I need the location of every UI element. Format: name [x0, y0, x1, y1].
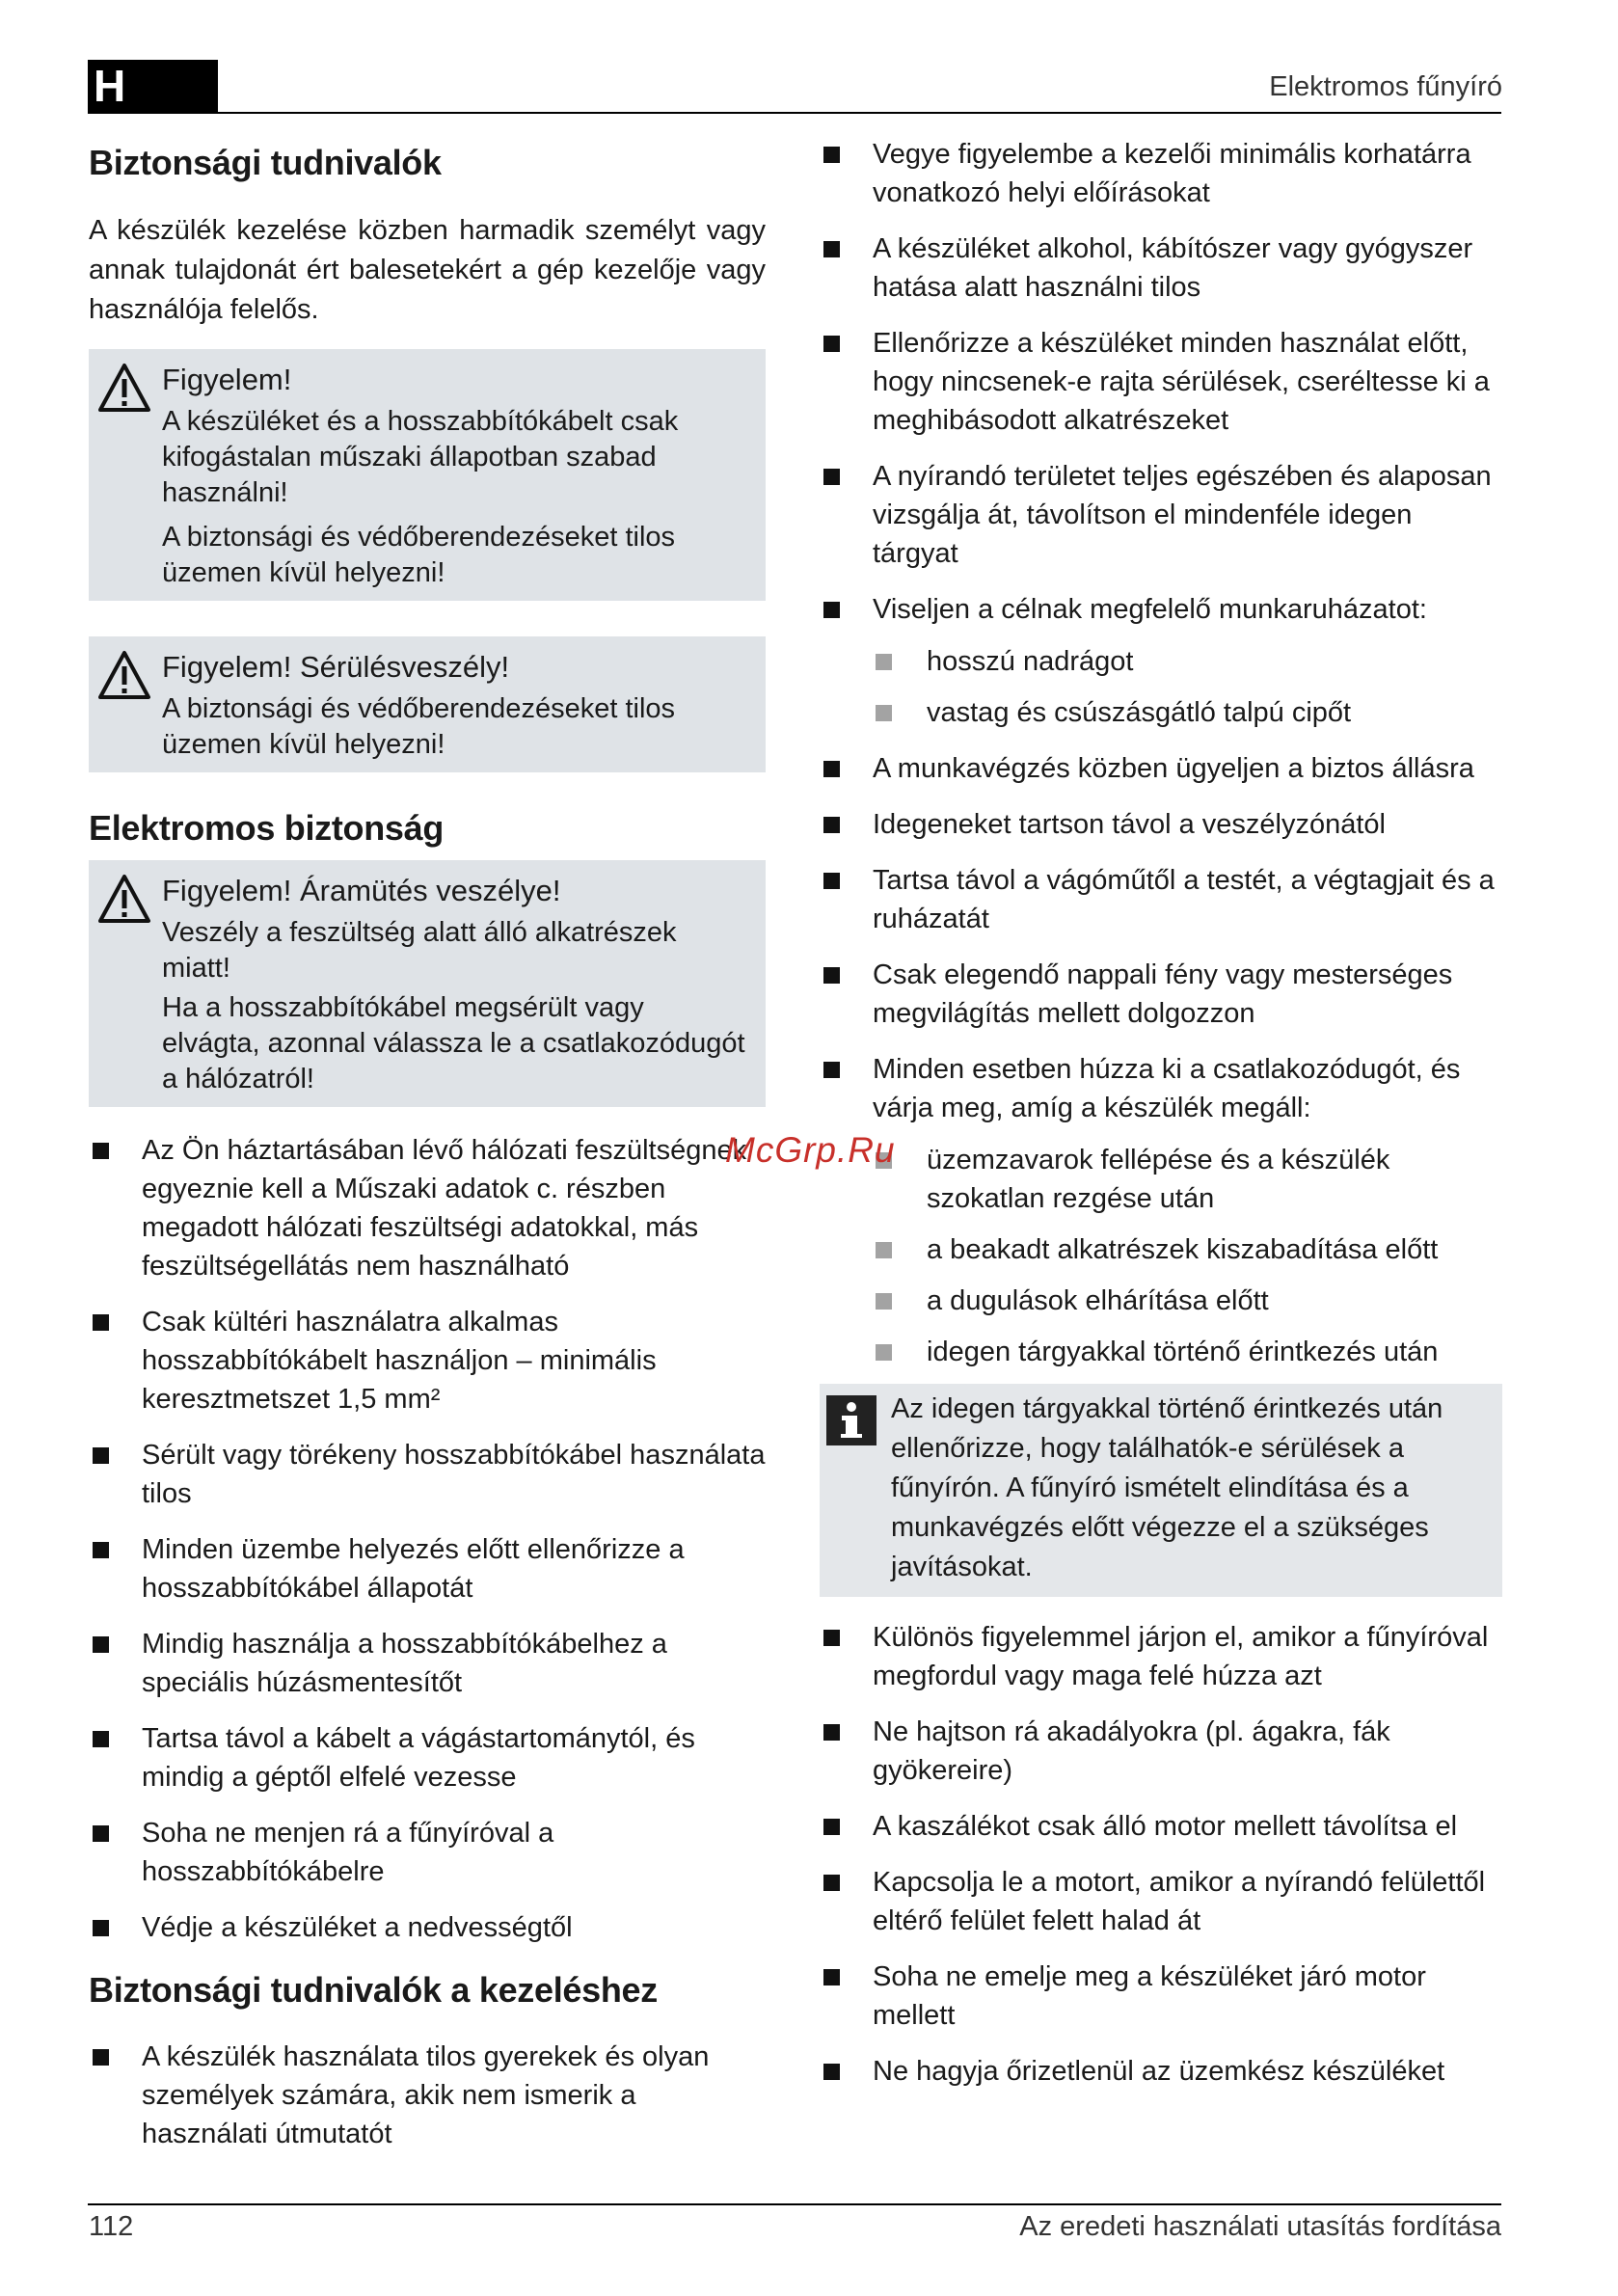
- list-item: Ne hagyja őrizetlenül az üzemkész készüléket: [820, 2052, 1502, 2091]
- list-item: A nyírandó területet teljes egészében és alaposan vizsgálja át, távolítson el mindenféle idegen tárgyat: [820, 457, 1502, 573]
- bullet-square: [823, 873, 840, 889]
- bullet-square: [93, 1447, 109, 1464]
- info-icon: [826, 1395, 876, 1445]
- sub-list-item: hosszú nadrágot: [820, 642, 1502, 681]
- bullet-square: [876, 1344, 892, 1361]
- intro-paragraph: A készülék kezelése közben harmadik személyt vagy annak tulajdonát ért balesetekért a gép kezelője vagy használója felelős.: [89, 215, 766, 325]
- left-column: [89, 135, 766, 2171]
- list-item: Minden esetben húzza ki a csatlakozódugót, és várja meg, amíg a készülék megáll:: [820, 1050, 1502, 1127]
- list-item: Tartsa távol a kábelt a vágástartománytól, és mindig a géptől elfelé vezesse: [89, 1719, 766, 1796]
- stop-sublist: [820, 1141, 1502, 1371]
- right-column: [820, 135, 1502, 2108]
- header-rule: [88, 112, 1501, 114]
- sub-list-item: a dugulások elhárítása előtt: [820, 1282, 1502, 1320]
- list-item: Viseljen a célnak megfelelő munkaruházatot:: [820, 590, 1502, 629]
- list-item: A készülék használata tilos gyerekek és olyan személyek számára, akik nem ismerik a használati útmutatót: [89, 2038, 766, 2153]
- warning-box-3: [89, 860, 766, 1107]
- sub-list-item: idegen tárgyakkal történő érintkezés után: [820, 1333, 1502, 1371]
- list-item: Vegye figyelembe a kezelői minimális korhatárra vonatkozó helyi előírásokat: [820, 135, 1502, 212]
- bullet-square: [876, 1293, 892, 1310]
- sub-list-item: vastag és csúszásgátló talpú cipőt: [820, 693, 1502, 732]
- page-number: 112: [89, 2211, 134, 2242]
- operation-safety-list: [89, 2038, 766, 2153]
- list-item: Soha ne menjen rá a fűnyíróval a hosszabbítókábelre: [89, 1814, 766, 1891]
- bullet-square: [823, 1630, 840, 1646]
- bullet-square: [823, 1062, 840, 1078]
- warning-title: Figyelem!: [162, 363, 292, 396]
- footer-note: Az eredeti használati utasítás fordítása: [1019, 2211, 1501, 2242]
- bullet-square: [93, 1636, 109, 1653]
- list-item: A munkavégzés közben ügyeljen a biztos állásra: [820, 749, 1502, 788]
- footer-rule: [88, 2203, 1501, 2205]
- sub-list-item: a beakadt alkatrészek kiszabadítása előtt: [820, 1230, 1502, 1269]
- sub-list-item: üzemzavarok fellépése és a készülék szokatlan rezgése után: [820, 1141, 1502, 1218]
- bullet-square: [823, 761, 840, 777]
- bullet-square: [823, 602, 840, 618]
- bullet-square: [823, 817, 840, 833]
- list-item: Csak elegendő nappali fény vagy mesterséges megvilágítás mellett dolgozzon: [820, 956, 1502, 1033]
- list-item: Sérült vagy törékeny hosszabbítókábel használata tilos: [89, 1436, 766, 1513]
- warning-text: Veszély a feszültség alatt álló alkatrészek miatt!: [162, 917, 677, 984]
- bullet-square: [823, 1724, 840, 1741]
- bullet-square: [93, 2049, 109, 2066]
- warning-text: A biztonsági és védőberendezéseket tilos üzemen kívül helyezni!: [162, 693, 676, 760]
- warning-box-1: [89, 349, 766, 601]
- bullet-square: [93, 1920, 109, 1936]
- warning-title: Figyelem! Sérülésveszély!: [162, 650, 510, 684]
- clothing-sublist: [820, 642, 1502, 732]
- list-item: Az Ön háztartásában lévő hálózati feszültségnek egyeznie kell a Műszaki adatok c. részben megadott hálózati feszültségi adatokkal, más feszültségellátás nem használható: [89, 1131, 766, 1285]
- bullet-square: [93, 1825, 109, 1842]
- bullet-square: [823, 469, 840, 485]
- list-item: Mindig használja a hosszabbítókábelhez a speciális húzásmentesítőt: [89, 1625, 766, 1702]
- list-item: Különös figyelemmel járjon el, amikor a fűnyíróval megfordul vagy maga felé húzza azt: [820, 1618, 1502, 1695]
- bullet-square: [823, 967, 840, 984]
- language-tab: H: [88, 60, 218, 113]
- watermark-text: McGrp.Ru: [725, 1130, 896, 1170]
- safety-list-c: [820, 1618, 1502, 2091]
- heading-operation-safety: Biztonsági tudnivalók a kezeléshez: [89, 1970, 658, 2010]
- list-item: Ellenőrizze a készüléket minden használat előtt, hogy nincsenek-e rajta sérülések, cseréltesse ki a meghibásodott alkatrészeket: [820, 324, 1502, 440]
- warning-text: A készüléket és a hosszabbítókábelt csak kifogástalan műszaki állapotban szabad használni!: [162, 406, 679, 508]
- bullet-square: [876, 654, 892, 670]
- bullet-square: [876, 1242, 892, 1258]
- bullet-square: [93, 1143, 109, 1159]
- warning-triangle-icon: [97, 363, 151, 413]
- list-item: Idegeneket tartson távol a veszélyzónától: [820, 805, 1502, 844]
- safety-list-b: [820, 749, 1502, 1127]
- electric-safety-list: [89, 1131, 766, 1947]
- bullet-square: [823, 1819, 840, 1835]
- warning-box-2: [89, 636, 766, 772]
- warning-triangle-icon: [97, 874, 151, 924]
- bullet-square: [823, 1969, 840, 1985]
- heading-safety: Biztonsági tudnivalók: [89, 143, 442, 182]
- bullet-square: [823, 336, 840, 352]
- warning-triangle-icon: [97, 650, 151, 700]
- bullet-square: [823, 241, 840, 257]
- warning-text: A biztonsági és védőberendezéseket tilos üzemen kívül helyezni!: [162, 522, 676, 588]
- list-item: Kapcsolja le a motort, amikor a nyírandó felülettől eltérő felület felett halad át: [820, 1863, 1502, 1940]
- safety-list-a: [820, 135, 1502, 629]
- list-item: A készüléket alkohol, kábítószer vagy gyógyszer hatása alatt használni tilos: [820, 230, 1502, 307]
- info-note-box: [820, 1384, 1502, 1597]
- bullet-square: [93, 1542, 109, 1558]
- heading-electric-safety: Elektromos biztonság: [89, 808, 445, 848]
- bullet-square: [93, 1731, 109, 1747]
- bullet-square: [823, 147, 840, 163]
- list-item: Csak kültéri használatra alkalmas hosszabbítókábelt használjon – minimális keresztmetszet 1,5 mm²: [89, 1303, 766, 1418]
- bullet-square: [823, 2064, 840, 2080]
- list-item: Védje a készüléket a nedvességtől: [89, 1908, 766, 1947]
- info-note-text: Az idegen tárgyakkal történő érintkezés után ellenőrizze, hogy találhatók-e sérülések a fűnyírón. A fűnyíró ismételt elindítása és a munkavégzés előtt végezze el a szükséges javításokat.: [891, 1393, 1443, 1582]
- header-title: Elektromos fűnyíró: [1269, 71, 1502, 102]
- list-item: A kaszálékot csak álló motor mellett távolítsa el: [820, 1807, 1502, 1846]
- bullet-square: [823, 1875, 840, 1891]
- list-item: Minden üzembe helyezés előtt ellenőrizze a hosszabbítókábel állapotát: [89, 1530, 766, 1607]
- warning-title: Figyelem! Áramütés veszélye!: [162, 874, 561, 907]
- bullet-square: [876, 705, 892, 721]
- list-item: Tartsa távol a vágóműtől a testét, a végtagjait és a ruházatát: [820, 861, 1502, 938]
- bullet-square: [93, 1314, 109, 1331]
- list-item: Soha ne emelje meg a készüléket járó motor mellett: [820, 1958, 1502, 2035]
- list-item: Ne hajtson rá akadályokra (pl. ágakra, fák gyökereire): [820, 1713, 1502, 1790]
- warning-text: Ha a hosszabbítókábel megsérült vagy elvágta, azonnal válassza le a csatlakozódugót a hálózatról!: [162, 992, 745, 1094]
